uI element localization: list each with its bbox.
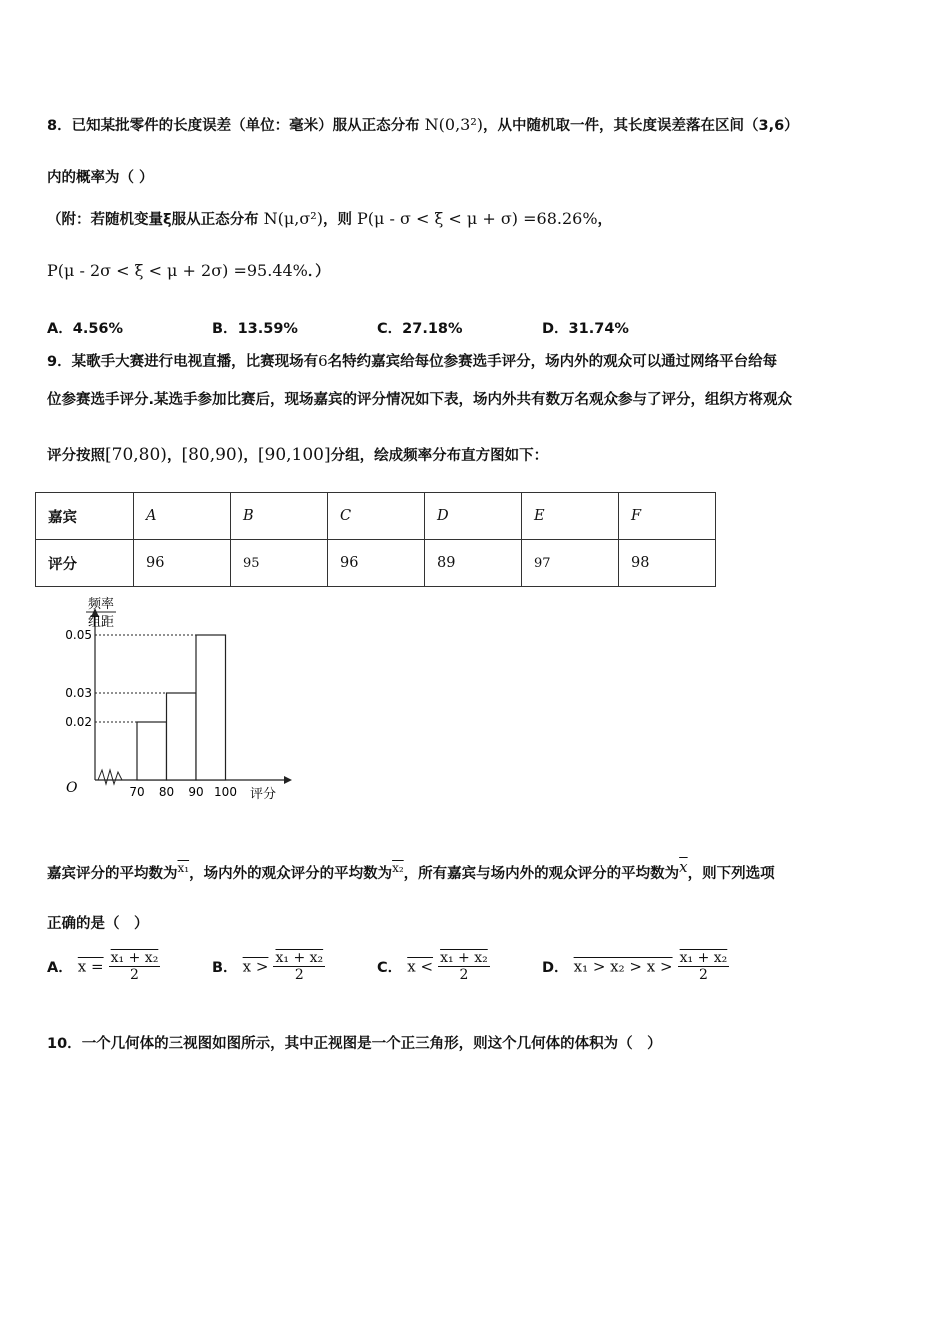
x-tick-label: 80 <box>158 785 175 799</box>
table-cell: 96 <box>134 540 231 587</box>
frac-num: x₁ + x₂ <box>275 950 324 966</box>
q9-sep2: ， <box>243 448 258 464</box>
frac-num: x₁ + x₂ <box>679 950 728 966</box>
q8-option-c-label: C． <box>377 321 403 337</box>
q9-option-d[interactable] <box>542 950 729 983</box>
q8-note-b: ，则 <box>322 212 352 228</box>
q9-after-line1 <box>47 858 775 883</box>
table-cell: 98 <box>619 540 716 587</box>
table-cell: D <box>425 493 522 540</box>
table-cell: A <box>134 493 231 540</box>
frac-den: 2 <box>698 967 708 983</box>
q8-option-d-value: 31.74% <box>568 321 629 337</box>
table-cell: 96 <box>328 540 425 587</box>
frac-den: 2 <box>294 967 304 983</box>
table-cell: C <box>328 493 425 540</box>
q9-option-a-lhs: x = <box>77 957 104 976</box>
q8-note-p2: P(μ - 2σ < ξ < μ + 2σ) =95.44% <box>47 261 308 280</box>
q9-line3 <box>47 444 548 465</box>
frac-num: x₁ + x₂ <box>440 950 488 966</box>
frac-den: 2 <box>459 967 469 983</box>
q9-option-c-frac <box>438 950 490 983</box>
q9-option-b[interactable] <box>212 950 325 983</box>
q9-interval1: [70,80) <box>105 445 167 465</box>
q8-option-a-value: 4.56% <box>72 321 124 337</box>
q8-note-a: （附：若随机变量ξ服从正态分布 <box>47 212 259 228</box>
q9-x1: x₁ <box>177 861 190 875</box>
q8-option-c-value: 27.18% <box>402 321 463 337</box>
table-cell: B <box>231 493 328 540</box>
y-tick-label: 0.03 <box>65 686 92 700</box>
q8-option-b-value: 13.59% <box>237 321 298 337</box>
table-cell: 95 <box>231 540 328 587</box>
y-tick-label: 0.05 <box>65 628 92 642</box>
q8-note-p1: P(μ - σ < ξ < μ + σ) =68.26% <box>357 209 598 228</box>
table-header-score: 评分 <box>36 540 134 587</box>
x-tick-label: 90 <box>188 785 204 799</box>
q9-after-b: ，场内外的观众评分的平均数为 <box>189 866 393 882</box>
q9-option-d-lhs: x₁ > x₂ > x > <box>573 957 673 976</box>
x-tick-label: 100 <box>214 785 237 799</box>
q8-note-line2 <box>47 260 330 281</box>
q9-line2: 位参赛选手评分.某选手参加比赛后，现场嘉宾的评分情况如下表，场内外共有数万名观众参与了评分，组织方将观众 <box>47 392 793 408</box>
q9-x2: x₂ <box>392 861 404 875</box>
q8-note-line <box>47 208 612 229</box>
table-cell: 97 <box>522 540 619 587</box>
q9-option-a-label: A． <box>47 960 73 976</box>
q9-option-b-label: B． <box>212 960 238 976</box>
q8-text-c: 内的概率为（ ） <box>47 170 154 186</box>
q9-xbar: $\overline{x}$ <box>679 858 688 876</box>
origin-label: O <box>66 780 78 796</box>
q9-option-b-lhs: x > <box>242 957 269 976</box>
q9-sep1: ， <box>166 448 182 464</box>
q9-line3-a: 评分按照 <box>47 448 105 464</box>
q8-dist: N(0,3²) <box>424 115 483 134</box>
y-tick-label: 0.02 <box>65 715 92 729</box>
q9-number: 9． <box>47 354 72 370</box>
q9-after-c: ，所有嘉宾与场内外的观众评分的平均数为 <box>403 866 680 882</box>
q9-after-e: 正确的是（ ） <box>47 916 149 932</box>
table-row <box>36 540 716 587</box>
table-header-guest: 嘉宾 <box>36 493 134 540</box>
q8-option-a[interactable] <box>47 317 123 338</box>
axis-break <box>98 770 122 784</box>
q9-after-a: 嘉宾评分的平均数为 <box>47 866 178 882</box>
q8-text-b: ，从中随机取一件，其长度误差落在区间（3,6） <box>483 118 799 134</box>
histogram-bar <box>137 722 167 780</box>
table-cell: E <box>522 493 619 540</box>
q8-number: 8． <box>47 118 72 134</box>
q8-option-d-label: D． <box>542 321 569 337</box>
q8-text-a: 已知某批零件的长度误差（单位：毫米）服从正态分布 <box>71 118 420 134</box>
q8-option-c[interactable] <box>377 317 463 338</box>
q9-option-d-frac <box>678 950 730 983</box>
q9-option-c-lhs: x < <box>407 957 434 976</box>
q8-line1 <box>47 114 799 135</box>
q8-note-comma: ， <box>597 212 613 228</box>
q8-option-a-label: A． <box>47 321 73 337</box>
frequency-histogram <box>40 592 300 812</box>
frac-num: x₁ + x₂ <box>110 950 159 966</box>
q10-text: 一个几何体的三视图如图所示，其中正视图是一个正三角形，则这个几何体的体积为（ ） <box>81 1036 662 1052</box>
table-cell: F <box>619 493 716 540</box>
q9-option-a[interactable] <box>47 950 160 983</box>
histogram-bar <box>196 635 226 780</box>
y-label-bottom: 组距 <box>88 615 115 630</box>
q9-line3-b: 分组，绘成频率分布直方图如下： <box>330 448 549 464</box>
q8-option-b[interactable] <box>212 317 298 338</box>
score-table <box>35 492 716 587</box>
q9-option-c-label: C． <box>377 960 403 976</box>
q9-option-c[interactable] <box>377 950 490 983</box>
y-label-top: 频率 <box>88 597 115 612</box>
histogram-bar <box>167 693 197 780</box>
q10-line <box>47 1032 662 1053</box>
q9-option-b-frac <box>273 950 325 983</box>
table-cell: 89 <box>425 540 522 587</box>
q8-option-b-label: B． <box>212 321 238 337</box>
q9-option-d-label: D． <box>542 960 569 976</box>
q9-interval3: [90,100] <box>257 445 331 465</box>
q9-option-a-frac <box>109 950 161 983</box>
x-axis-arrow <box>284 776 292 784</box>
q10-number: 10． <box>47 1036 82 1052</box>
x-tick-label: 70 <box>129 785 145 799</box>
table-row <box>36 493 716 540</box>
q8-note-dist: N(μ,σ²) <box>263 209 323 228</box>
frac-den: 2 <box>130 967 139 983</box>
q8-option-d[interactable] <box>542 317 629 338</box>
q9-line1-a: 某歌手大赛进行电视直播，比赛现场有 <box>71 354 319 370</box>
q9-interval2: [80,90) <box>181 445 244 465</box>
q9-line1-b: 名特约嘉宾给每位参赛选手评分，场内外的观众可以通过网络平台给每 <box>327 354 778 370</box>
q9-after-d: ，则下列选项 <box>687 866 775 882</box>
q9-line1-num: 6 <box>318 352 328 370</box>
q8-note-end: ．） <box>307 264 330 280</box>
x-axis-label: 评分 <box>250 787 277 802</box>
q9-line1 <box>47 350 777 371</box>
